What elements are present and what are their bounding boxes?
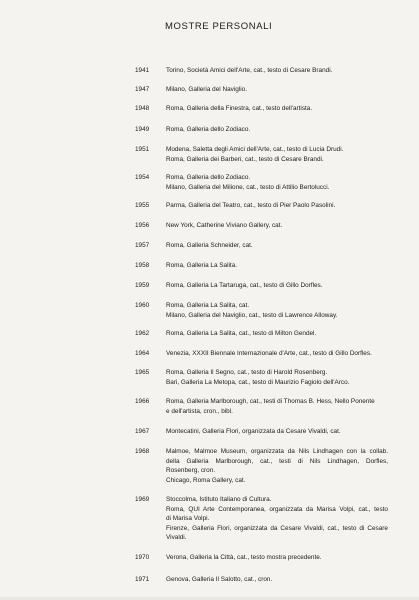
entry-line: Torino, Società Amici dell'Arte, cat., testo di Cesare Brandi. xyxy=(166,67,333,74)
entry-text xyxy=(166,349,388,359)
entry-line: Milano, Galleria del Milione, cat., testo di Attilio Bertolucci. xyxy=(166,183,330,191)
entry-line: Venezia, XXXII Biennale Internazionale d'Arte, cat., testo di Gillo Dorfles. xyxy=(166,350,372,357)
entry-line: Stoccolma, Istituto Italiano di Cultura. xyxy=(166,496,272,503)
entry-year: 1957 xyxy=(135,242,150,249)
entry-line: Roma, Galleria Il Segno, cat., testo di Harold Rosenberg. xyxy=(166,369,328,376)
entry-line: Roma, Galleria Schneider, cat. xyxy=(166,242,253,249)
entry-text xyxy=(166,368,388,387)
entry-year: 1949 xyxy=(135,126,150,133)
entry-line: Roma, Galleria dello Zodiaco. xyxy=(166,174,251,181)
entry-line: Roma, Galleria La Salita, cat., testo di Milton Gendel. xyxy=(166,330,317,337)
entry-line: Montecatini, Galleria Flori, organizzata da Cesare Vivaldi, cat. xyxy=(166,428,341,435)
entry-text xyxy=(166,221,388,231)
entry-text xyxy=(166,104,388,114)
entry-year: 1965 xyxy=(135,369,150,376)
entry-year: 1966 xyxy=(135,398,150,405)
entry-year: 1947 xyxy=(135,86,150,93)
entry-text xyxy=(166,575,388,585)
entry-line: Parma, Galleria del Teatro, cat., testo di Pier Paolo Pasolini. xyxy=(166,202,336,209)
entry-text xyxy=(166,495,388,543)
entry-text xyxy=(166,329,388,339)
entry-line: Milano, Galleria del Naviglio. xyxy=(166,86,247,93)
entry-text xyxy=(166,447,388,485)
entry-year: 1948 xyxy=(135,105,150,112)
entry-year: 1954 xyxy=(135,174,150,181)
entry-year: 1958 xyxy=(135,262,150,269)
entry-line: della Galleria Marlborough, cat., testi di Nils Lindhagen, Dorfles, xyxy=(166,457,388,465)
entry-line: Firenze, Galleria Flori, organizzata da Cesare Vivaldi, cat., testo di Cesare xyxy=(166,524,388,532)
entry-text xyxy=(166,201,388,211)
entry-line: Roma, QUI Arte Contemporanea, organizzata da Marisa Volpi, cat., testo xyxy=(166,505,388,513)
entry-line: Bari, Galleria La Metopa, cat., testo di Maurizio Fagiolo dell'Arco. xyxy=(166,378,350,386)
entry-text xyxy=(166,553,388,563)
entry-text xyxy=(166,427,388,437)
entry-text xyxy=(166,241,388,251)
entry-year: 1941 xyxy=(135,67,150,74)
entry-text xyxy=(166,301,388,320)
entry-line: Milano, Galleria del Naviglio, cat., testo di Lawrence Alloway. xyxy=(166,311,338,319)
entry-line: Rosenberg, cron. xyxy=(166,467,216,474)
entry-text xyxy=(166,261,388,271)
entry-year: 1969 xyxy=(135,496,150,503)
entry-text xyxy=(166,281,388,291)
entry-line: New York, Catherine Viviano Gallery, cat. xyxy=(166,222,283,229)
entry-line: Vivaldi. xyxy=(166,534,187,541)
entry-year: 1956 xyxy=(135,222,150,229)
entry-line: Roma, Galleria dei Barberi, cat., testo di Cesare Brandi. xyxy=(166,155,324,163)
entry-line: Malmoe, Malmoe Museum, organizzata da Nils Lindhagen con la collab. xyxy=(166,448,388,455)
entry-line: e dell'artista, cron., bibl. xyxy=(166,407,233,415)
entry-text xyxy=(166,66,388,76)
entry-line: Modena, Saletta degli Amici dell'Arte, cat., testo di Lucia Drudi. xyxy=(166,146,344,153)
entry-line: Roma, Galleria Marlborough, cat., testi di Thomas B. Hess, Nello Ponente xyxy=(166,398,375,405)
entry-year: 1970 xyxy=(135,554,150,561)
entry-year: 1951 xyxy=(135,146,150,153)
entry-year: 1959 xyxy=(135,282,150,289)
entry-text xyxy=(166,125,388,135)
entry-line: di Marisa Volpi. xyxy=(166,515,210,522)
entry-text xyxy=(166,85,388,95)
entry-year: 1964 xyxy=(135,350,150,357)
entry-line: Genova, Galleria Il Salotto, cat., cron. xyxy=(166,576,273,583)
entry-line: Roma, Galleria La Salita, cat. xyxy=(166,302,250,309)
entry-year: 1960 xyxy=(135,302,150,309)
entry-year: 1967 xyxy=(135,428,150,435)
entry-text xyxy=(166,173,388,192)
entry-line: Roma, Galleria La Tartaruga, cat., testo di Gillo Dorfles. xyxy=(166,282,323,289)
entry-line: Chicago, Roma Gallery, cat. xyxy=(166,476,246,484)
entry-line: Roma, Galleria della Finestra, cat., testo dell'artista. xyxy=(166,105,313,112)
page-title: MOSTRE PERSONALI xyxy=(165,21,273,32)
entry-line: Verona, Galleria la Città, cat., testo mostra precedente. xyxy=(166,554,322,561)
entry-year: 1968 xyxy=(135,448,150,455)
entry-text xyxy=(166,145,388,164)
entry-year: 1955 xyxy=(135,202,150,209)
entry-text xyxy=(166,397,388,416)
entry-line: Roma, Galleria La Salita. xyxy=(166,262,238,269)
entry-year: 1971 xyxy=(135,576,150,583)
entry-year: 1962 xyxy=(135,330,150,337)
entry-line: Roma, Galleria dello Zodiaco. xyxy=(166,126,251,133)
